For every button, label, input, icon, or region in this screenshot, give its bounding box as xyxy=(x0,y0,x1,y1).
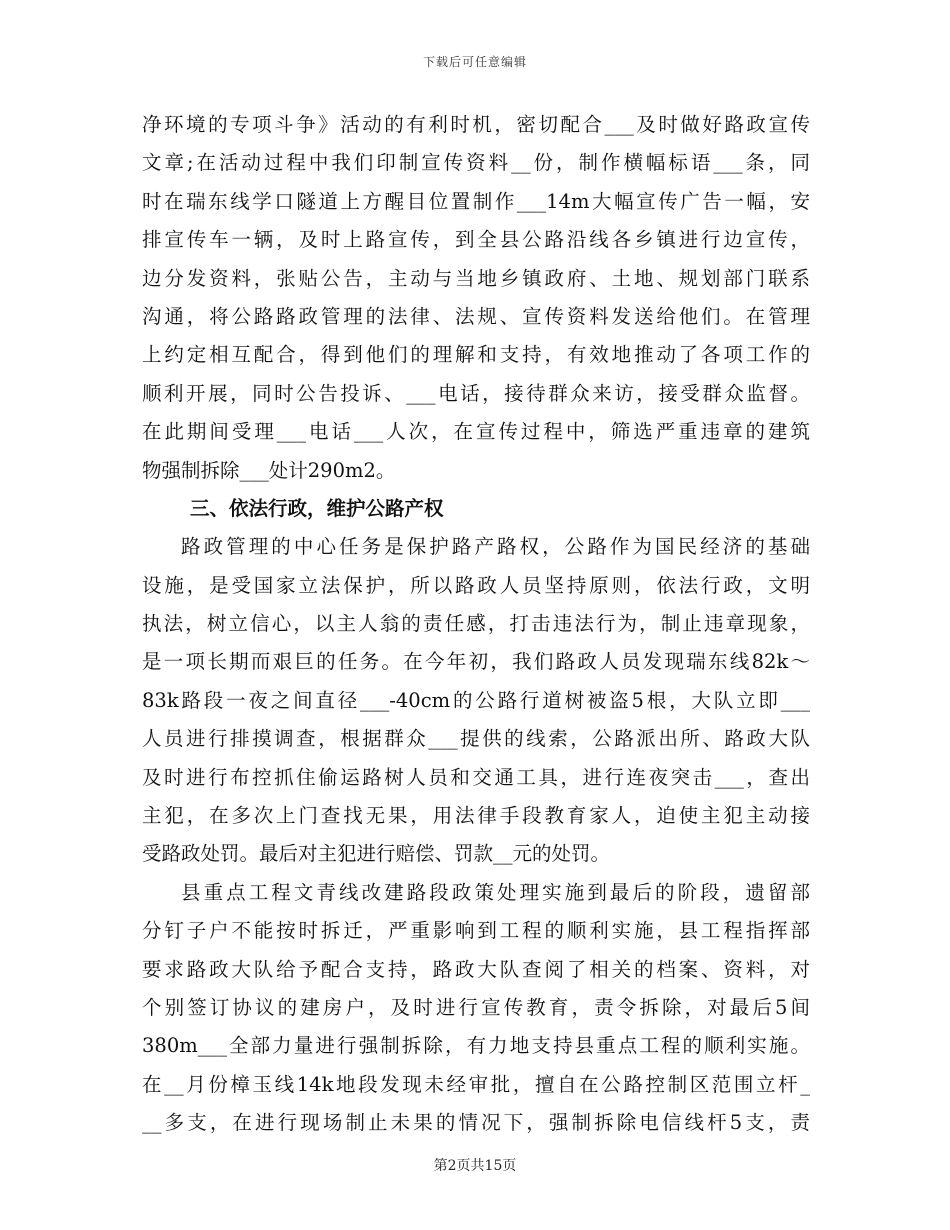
text-line: 顺利开展，同时公告投诉、___电话，接待群众来访，接受群众监督。 xyxy=(142,381,810,405)
text-line: 受路政处罚。最后对主犯进行赔偿、罚款__元的处罚。 xyxy=(142,842,611,866)
text-line: 在此期间受理___电话___人次，在宣传过程中，筛选严重违章的建筑 xyxy=(142,420,810,444)
text-line: 人员进行排摸调查，根据群众___提供的线索，公路派出所、路政大队 xyxy=(142,727,810,751)
text-line: 物强制拆除___处计290m2。 xyxy=(142,458,396,482)
text-line: 排宣传车一辆，及时上路宣传，到全县公路沿线各乡镇进行边宣传， xyxy=(142,228,810,252)
text-line: 83k路段一夜之间直径___-40cm的公路行道树被盗5根，大队立即___ xyxy=(142,688,810,712)
text-line: 在__月份樟玉线14k地段发现未经审批，擅自在公路控制区范围立杆_ xyxy=(142,1072,810,1096)
text-line: 分钉子户不能按时拆迁，严重影响到工程的顺利实施，县工程指挥部 xyxy=(142,919,810,943)
text-line: 及时进行布控抓住偷运路树人员和交通工具，进行连夜突击___，查出 xyxy=(142,765,810,789)
text-line: 380m___全部力量进行强制拆除，有力地支持县重点工程的顺利实施。 xyxy=(142,1034,810,1058)
header-note: 下载后可任意编辑 xyxy=(422,55,527,69)
text-line: 县重点工程文青线改建路段政策处理实施到最后的阶段，遗留部 xyxy=(181,880,810,904)
text-line: 路政管理的中心任务是保护路产路权，公路作为国民经济的基础 xyxy=(181,535,810,559)
text-line: __多支，在进行现场制止未果的情况下，强制拆除电信线杆5支，责 xyxy=(142,1111,810,1135)
text-line: 上约定相互配合，得到他们的理解和支持，有效地推动了各项工作的 xyxy=(142,343,810,367)
section-heading: 三、依法行政，维护公路产权 xyxy=(190,496,444,520)
text-line: 是一项长期而艰巨的任务。在今年初，我们路政人员发现瑞东线82k～ xyxy=(142,650,810,674)
text-line: 个别签订协议的建房户，及时进行宣传教育，责令拆除，对最后5间 xyxy=(142,995,810,1019)
text-line: 文章;在活动过程中我们印制宣传资料__份，制作横幅标语___条，同 xyxy=(142,151,810,175)
text-line: 要求路政大队给予配合支持，路政大队查阅了相关的档案、资料，对 xyxy=(142,957,810,981)
text-line: 净环境的专项斗争》活动的有利时机，密切配合___及时做好路政宣传 xyxy=(142,113,810,136)
text-line: 设施，是受国家立法保护，所以路政人员坚持原则，依法行政，文明 xyxy=(142,573,810,597)
text-line: 执法，树立信心，以主人翁的责任感，打击违法行为，制止违章现象， xyxy=(142,612,810,636)
text-line: 时在瑞东线学口隧道上方醒目位置制作___14m大幅宣传广告一幅，安 xyxy=(142,189,810,213)
text-line: 边分发资料，张贴公告，主动与当地乡镇政府、土地、规划部门联系 xyxy=(142,266,810,290)
text-line: 主犯，在多次上门查找无果，用法律手段教育家人，迫使主犯主动接 xyxy=(142,804,810,828)
text-line: 沟通，将公路路政管理的法律、法规、宣传资料发送给他们。在管理 xyxy=(142,304,810,328)
page-number: 第2页共15页 xyxy=(433,1158,517,1174)
document-body xyxy=(142,106,810,1143)
